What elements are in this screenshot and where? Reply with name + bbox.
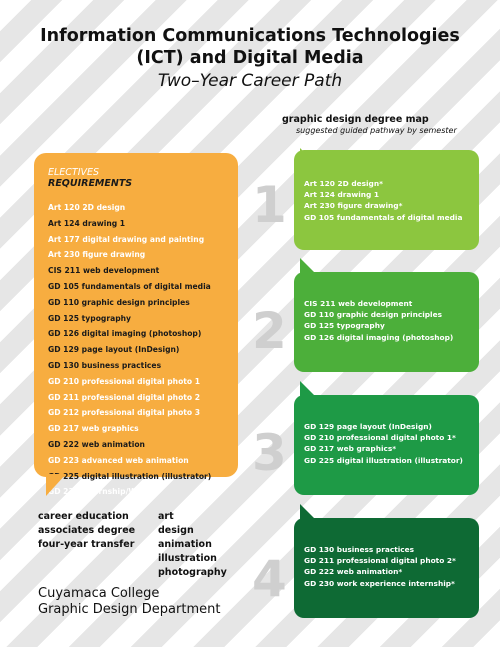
required-course: GD 222 web animation — [48, 439, 145, 449]
legend-electives: ELECTIVES — [48, 167, 100, 178]
semester-box-1-tail — [300, 148, 316, 164]
required-course: GD 125 typography — [48, 313, 132, 323]
semester-3-course: GD 129 page layout (InDesign) — [304, 422, 432, 431]
degree-map-label: graphic design degree map — [282, 114, 429, 125]
required-course: Art 124 drawing 1 — [48, 218, 126, 228]
semester-1-course: GD 105 fundamentals of digital media — [304, 212, 463, 222]
field-item: design — [158, 525, 194, 536]
semester-1-course: Art 120 2D design* — [304, 179, 383, 188]
semester-box-3-tail — [300, 381, 316, 397]
outcomes-right — [158, 510, 227, 580]
semester-number-1: 1 — [252, 176, 287, 234]
semester-3-course: GD 225 digital illustration (illustrator) — [304, 455, 463, 465]
semester-box-2-tail — [300, 258, 316, 274]
required-course: GD 130 business practices — [48, 360, 162, 370]
semester-4-course: GD 230 work experience internship* — [304, 578, 455, 588]
elective-course: GD 217 web graphics — [48, 424, 139, 434]
required-course: GD 110 graphic design principles — [48, 297, 190, 307]
semester-1-course: Art 124 drawing 1 — [304, 190, 380, 200]
outcome-item: associates degree — [38, 525, 136, 536]
semester-1-course: Art 230 figure drawing* — [304, 201, 403, 211]
semester-4-course: GD 211 professional digital photo 2* — [304, 556, 456, 566]
required-course: CIS 211 web development — [48, 266, 160, 276]
college-name: Cuyamaca College — [38, 586, 160, 601]
semester-box-4 — [294, 518, 479, 618]
page-title-line-2: (ICT) and Digital Media — [136, 48, 364, 68]
elective-course: Art 230 figure drawing — [48, 250, 146, 260]
elective-course: GD 230 internship/WEX — [48, 487, 148, 497]
semester-3-course: GD 210 professional digital photo 1* — [304, 433, 456, 443]
semester-box-1 — [294, 150, 479, 250]
elective-course: Art 177 digital drawing and painting — [48, 234, 205, 244]
course-list — [48, 200, 238, 500]
required-course: GD 225 digital illustration (illustrator) — [48, 471, 212, 481]
required-course: GD 126 digital imaging (photoshop) — [48, 329, 202, 339]
semester-number-4: 4 — [252, 550, 287, 608]
elective-course: GD 211 professional digital photo 2 — [48, 392, 201, 402]
course-box-tail — [46, 474, 66, 496]
elective-course: GD 223 advanced web animation — [48, 455, 189, 465]
degree-map-sublabel: suggested guided pathway by semester — [296, 126, 457, 135]
semester-box-4-tail — [300, 504, 316, 520]
field-item: illustration — [158, 553, 217, 564]
legend-requirements: REQUIREMENTS — [48, 178, 133, 189]
semester-2-course: GD 125 typography — [304, 321, 385, 331]
course-list-box — [34, 153, 238, 497]
semester-number-3: 3 — [252, 424, 287, 482]
semester-4-course: GD 130 business practices — [304, 545, 415, 554]
footer — [38, 586, 220, 618]
semester-3-course: GD 217 web graphics* — [304, 444, 397, 454]
field-item: animation — [158, 539, 212, 550]
field-item: photography — [158, 567, 227, 578]
semester-2-course: GD 126 digital imaging (photoshop) — [304, 332, 454, 342]
required-course: GD 129 page layout (InDesign) — [48, 345, 180, 355]
outcome-item: four-year transfer — [38, 539, 135, 550]
semester-4-course: GD 222 web animation* — [304, 567, 403, 577]
required-course: GD 105 fundamentals of digital media — [48, 281, 211, 291]
page-subtitle: Two–Year Career Path — [157, 71, 343, 91]
semester-2-course: CIS 211 web development — [304, 299, 413, 308]
page-title-line-1: Information Communications Technologies — [40, 26, 460, 46]
department-name: Graphic Design Department — [38, 602, 221, 617]
elective-course: Art 120 2D design — [48, 203, 126, 212]
outcomes-left — [38, 510, 135, 552]
elective-course: GD 210 professional digital photo 1 — [48, 376, 201, 386]
elective-course: GD 212 professional digital photo 3 — [48, 408, 201, 418]
semester-box-2 — [294, 272, 479, 372]
semester-2-course: GD 110 graphic design principles — [304, 310, 442, 320]
field-item: art — [158, 511, 174, 522]
semester-number-2: 2 — [252, 302, 287, 360]
outcome-item: career education — [38, 511, 129, 522]
semester-box-3 — [294, 395, 479, 495]
